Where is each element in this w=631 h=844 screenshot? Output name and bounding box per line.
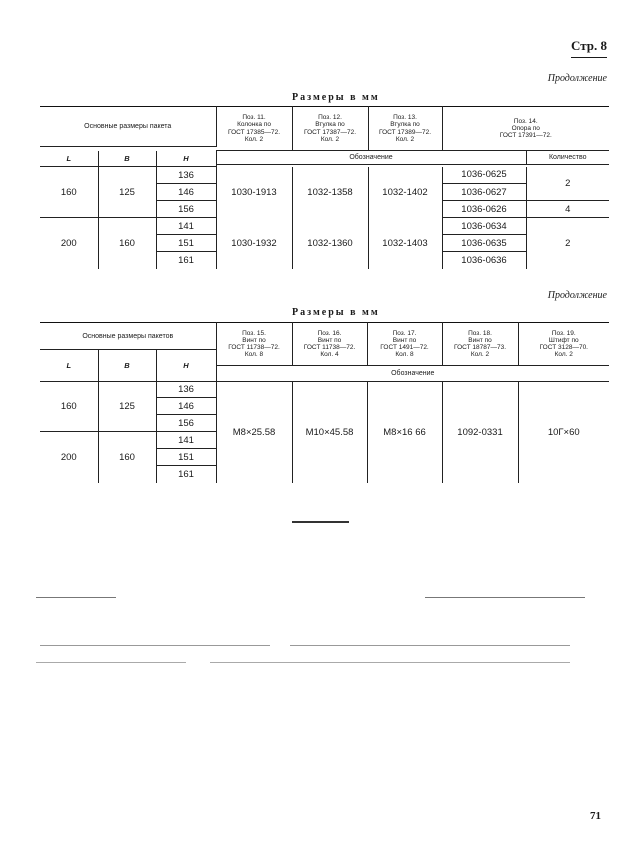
pos-17-header: Поз. 17. Винт по ГОСТ 1491—72. Кол. 8 (367, 323, 442, 366)
quantity-value: 4 (526, 201, 609, 218)
designation-header: Обозначение (216, 151, 526, 165)
pos-16-value: M10×45.58 (292, 382, 367, 483)
H-value: 141 (156, 432, 216, 449)
group-header: Основные размеры пакетов (40, 323, 216, 350)
scan-speck (290, 645, 570, 646)
pos-13-header: Поз. 13. Втулка по ГОСТ 17389—72. Кол. 2 (368, 107, 442, 151)
pos-14-value: 1036-0634 (442, 218, 526, 235)
page-number: 71 (590, 810, 601, 822)
pos-13-value: 1032-1403 (368, 218, 442, 269)
H-value: 151 (156, 235, 216, 252)
H-value: 146 (156, 184, 216, 201)
quantity-value: 2 (526, 218, 609, 269)
continuation-label-2: Продолжение (547, 290, 607, 301)
L-value: 200 (40, 432, 98, 483)
units-heading-2: Размеры в мм (292, 307, 380, 318)
scan-speck (36, 662, 186, 663)
col-H-label: H (156, 151, 216, 167)
H-value: 146 (156, 398, 216, 415)
quantity-header: Количество (526, 151, 609, 165)
pos-18-header: Поз. 18. Винт по ГОСТ 18787—73. Кол. 2 (442, 323, 518, 366)
col-B-label: B (98, 151, 156, 167)
pos-13-value: 1032-1402 (368, 167, 442, 218)
pos-11-header: Поз. 11. Колонка по ГОСТ 17385—72. Кол. 2 (216, 107, 292, 151)
L-value: 200 (40, 218, 98, 269)
col-H-label: H (156, 350, 216, 382)
table-row (40, 218, 609, 235)
B-value: 125 (98, 167, 156, 218)
page-label: Стр. 8 (571, 38, 607, 54)
scan-speck (40, 645, 270, 646)
L-value: 160 (40, 382, 98, 432)
table-row (40, 382, 609, 398)
B-value: 160 (98, 218, 156, 269)
B-value: 125 (98, 382, 156, 432)
continuation-label-1: Продолжение (547, 73, 607, 84)
units-heading-1: Размеры в мм (292, 92, 380, 103)
quantity-value: 2 (526, 167, 609, 201)
pos-19-header: Поз. 19. Штифт по ГОСТ 3128—70. Кол. 2 (518, 323, 609, 366)
pos-15-value: M8×25.58 (216, 382, 292, 483)
pos-18-value: 1092-0331 (442, 382, 518, 483)
H-value: 136 (156, 382, 216, 398)
table-1 (40, 106, 609, 269)
col-B-label: B (98, 350, 156, 382)
pos-11-value: 1030-1932 (216, 218, 292, 269)
scan-speck (36, 597, 116, 598)
designation-header: Обозначение (216, 366, 609, 382)
col-L-label: L (40, 350, 98, 382)
H-value: 136 (156, 167, 216, 184)
table-row (40, 167, 609, 184)
pos-17-value: M8×16 66 (367, 382, 442, 483)
pos-16-header: Поз. 16. Винт по ГОСТ 11738—72. Кол. 4 (292, 323, 367, 366)
pos-14-value: 1036-0636 (461, 254, 507, 266)
table-2 (40, 322, 609, 483)
pos-15-header: Поз. 15. Винт по ГОСТ 11738—72. Кол. 8 (216, 323, 292, 366)
pos-12-header: Поз. 12. Втулка по ГОСТ 17387—72. Кол. 2 (292, 107, 368, 151)
H-value: 141 (156, 218, 216, 235)
H-value: 156 (156, 201, 216, 218)
H-value: 151 (156, 449, 216, 466)
H-value: 161 (178, 254, 194, 266)
pos-11-value: 1030-1913 (216, 167, 292, 218)
pos-14-value: 1036-0635 (442, 235, 526, 252)
scan-speck (210, 662, 570, 663)
pos-14-value: 1036-0625 (442, 167, 526, 184)
pos-14-value: 1036-0627 (442, 184, 526, 201)
L-value: 160 (40, 167, 98, 218)
section-separator (292, 521, 349, 523)
H-value: 161 (156, 466, 216, 483)
pos-12-value: 1032-1358 (292, 167, 368, 218)
col-L-label: L (40, 151, 98, 167)
pos-19-value: 10Г×60 (547, 426, 580, 438)
H-value: 156 (156, 415, 216, 432)
group-header: Основные размеры пакета (40, 107, 216, 147)
pos-12-value: 1032-1360 (292, 218, 368, 269)
B-value: 160 (98, 432, 156, 483)
pos-14-header: Поз. 14. Опора по ГОСТ 17391—72. (442, 107, 609, 151)
scan-speck (425, 597, 585, 598)
pos-14-value: 1036-0626 (442, 201, 526, 218)
